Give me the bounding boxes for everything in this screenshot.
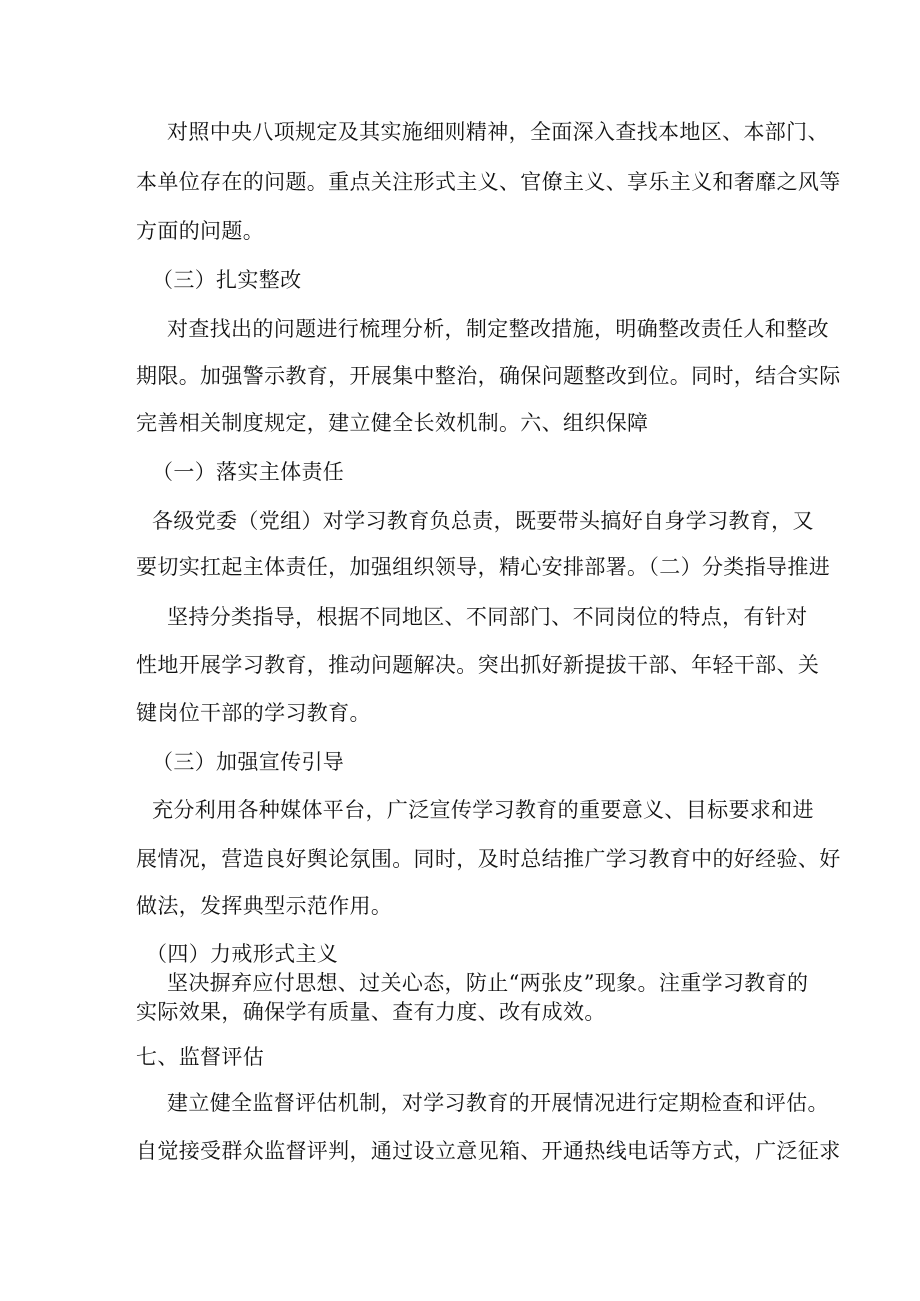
paragraph-line: 各级党委（党组）对学习教育负总责，既要带头搞好自身学习教育，又: [152, 509, 814, 533]
paragraph-line: 要切实扛起主体责任，加强组织领导，精心安排部署。（二）分类指导推进: [136, 555, 831, 579]
paragraph-line: 对查找出的问题进行梳理分析，制定整改措施，明确整改责任人和整改: [167, 317, 829, 341]
paragraph-line: 方面的问题。: [136, 219, 265, 243]
paragraph-line: 坚决摒弃应付思想、过关心态，防止“两张皮”现象。注重学习教育的: [167, 971, 809, 995]
section-heading: （三）扎实整改: [152, 268, 302, 292]
paragraph-line: 展情况，营造良好舆论氛围。同时，及时总结推广学习教育中的好经验、好: [136, 847, 841, 871]
paragraph-line: 自觉接受群众监督评判，通过设立意见箱、开通热线电话等方式，广泛征求: [136, 1139, 841, 1163]
chapter-heading: 七、监督评估: [136, 1045, 265, 1069]
section-heading: （四）力戒形式主义: [146, 942, 339, 966]
paragraph-line: 做法，发挥典型示范作用。: [136, 894, 393, 918]
paragraph-line: 坚持分类指导，根据不同地区、不同部门、不同岗位的特点，有针对: [167, 605, 808, 629]
paragraph-line: 对照中央八项规定及其实施细则精神，全面深入查找本地区、本部门、: [167, 120, 829, 144]
paragraph-line: 充分利用各种媒体平台，广泛宣传学习教育的重要意义、目标要求和进: [152, 798, 814, 822]
paragraph-line: 性地开展学习教育，推动问题解决。突出抓好新提拔干部、年轻干部、关: [136, 653, 820, 677]
section-heading: （三）加强宣传引导: [152, 750, 345, 774]
paragraph-line: 键岗位干部的学习教育。: [136, 701, 371, 725]
paragraph-line: 完善相关制度规定，建立健全长效机制。六、组织保障: [136, 411, 649, 435]
paragraph-line: 建立健全监督评估机制，对学习教育的开展情况进行定期检查和评估。: [167, 1091, 829, 1115]
paragraph-line: 本单位存在的问题。重点关注形式主义、官僚主义、享乐主义和奢靡之风等: [136, 170, 841, 194]
paragraph-line: 实际效果，确保学有质量、查有力度、改有成效。: [136, 1000, 606, 1024]
section-heading: （一）落实主体责任: [152, 460, 345, 484]
paragraph-line: 期限。加强警示教育，开展集中整治，确保问题整改到位。同时，结合实际: [136, 364, 841, 388]
